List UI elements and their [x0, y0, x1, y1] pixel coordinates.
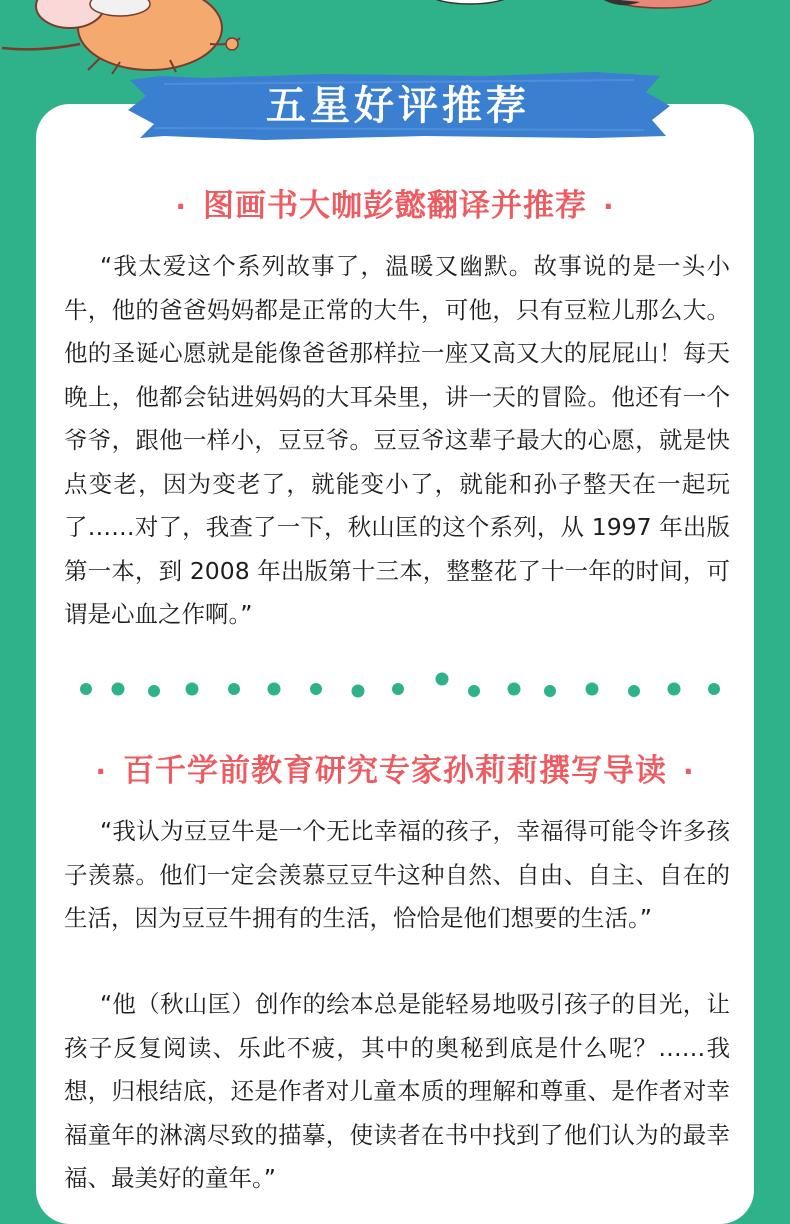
section-title-expert	[36, 745, 754, 790]
section-title-text: 图画书大咖彭懿翻译并推荐	[203, 188, 587, 224]
review-paragraph-sun-lili-1: “我认为豆豆牛是一个无比幸福的孩子，幸福得可能令许多孩子羡慕。他们一定会羡慕豆豆牛这种自然、自由、自主、自在的生活，因为豆豆牛拥有的生活，恰恰是他们想要的生活。”	[64, 817, 730, 932]
dotted-divider	[70, 670, 730, 710]
creature-right-icon	[430, 0, 712, 8]
review-paragraph-peng-yi: “我太爱这个系列故事了，温暖又幽默。故事说的是一头小牛，他的爸爸妈妈都是正常的大牛，可他，只有豆粒儿那么大。他的圣诞心愿就是能像爸爸那样拉一座又高又大的屁屁山！每天晚上，他都会钻进妈妈的大耳朵里，讲一天的冒险。他还有一个爷爷，跟他一样小，豆豆爷。豆豆爷这辈子最大的心愿，就是快点变老，因为变老了，就能变小了，就能和孙子整天在一起玩了……对了，我查了一下，秋山匡的这个系列，从 1997 年出版第一本，到 2008 年出版第十三本，整整花了十一年的时间，可谓是心血之作啊。”	[64, 252, 730, 628]
bullet-dot-icon: ·	[95, 755, 107, 788]
section-title-text: 百千学前教育研究专家孙莉莉撰写导读	[123, 753, 667, 789]
section-title-translator	[36, 180, 754, 225]
bullet-dot-icon: ·	[175, 190, 187, 223]
bullet-dot-icon: ·	[683, 755, 695, 788]
review-paragraph-sun-lili-2: “他（秋山匡）创作的绘本总是能轻易地吸引孩子的目光，让孩子反复阅读、乐此不疲，其中的奥秘到底是什么呢？……我想，归根结底，还是作者对儿童本质的理解和尊重、是作者对幸福童年的淋漓尽致的描摹，使读者在书中找到了他们认为的最幸福、最美好的童年。”	[64, 990, 730, 1192]
banner-title: 五星好评推荐	[266, 83, 530, 129]
bullet-dot-icon: ·	[603, 190, 615, 223]
mouse-character-icon	[2, 0, 240, 74]
